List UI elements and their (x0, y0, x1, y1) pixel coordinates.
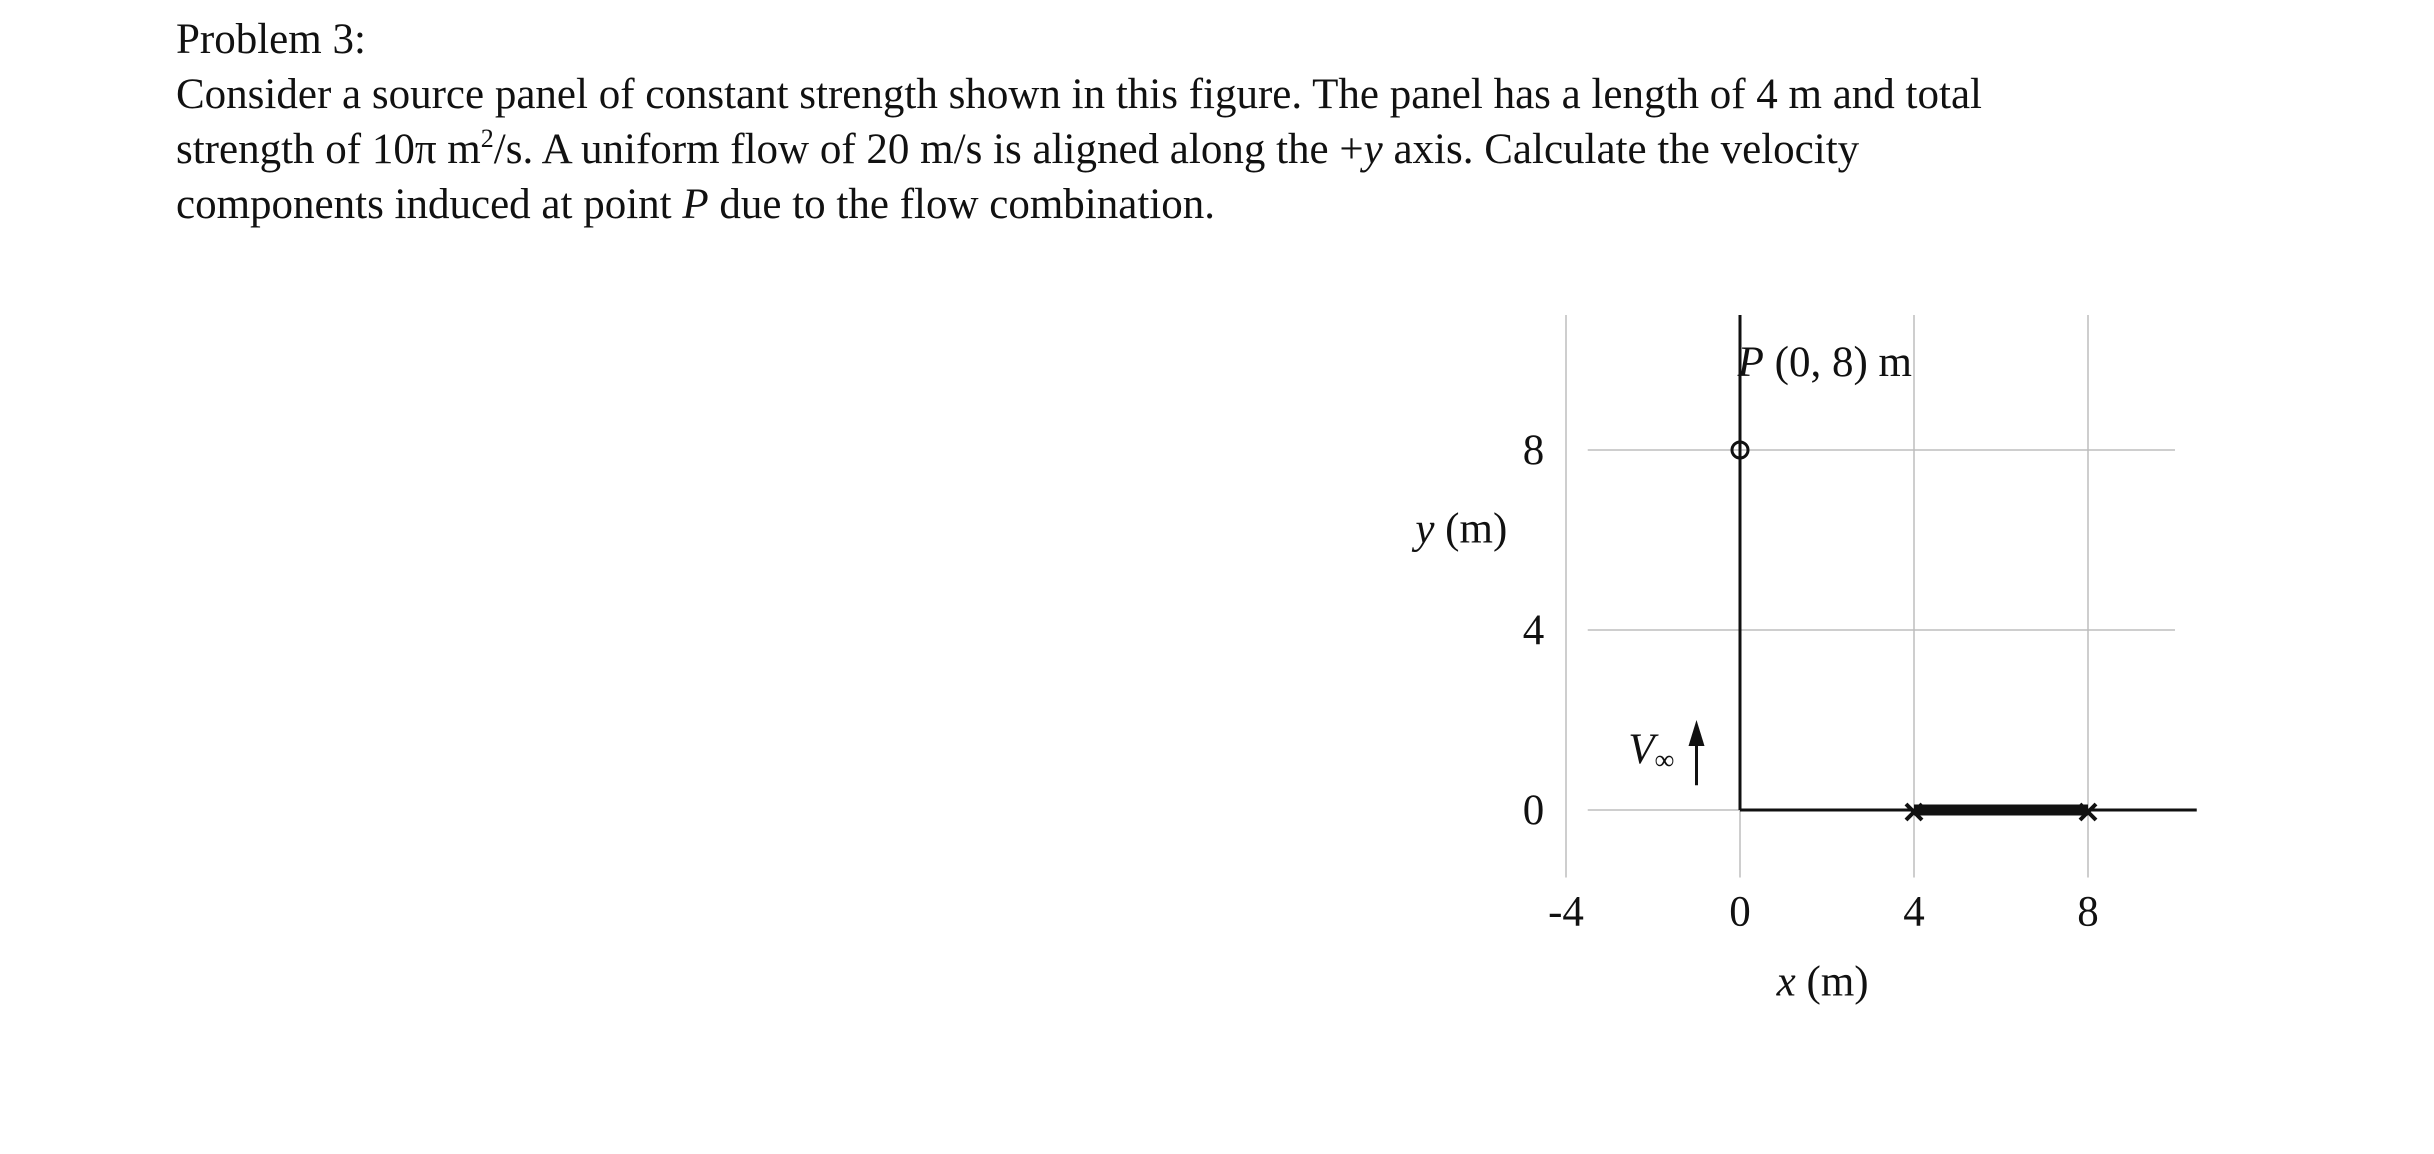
x-axis-label (1776, 959, 1869, 1006)
x-tick-label: 8 (2077, 888, 2099, 936)
italic-y: y (1363, 126, 1383, 173)
point-p-label-rest: (0, 8) m (1763, 338, 1913, 386)
x-tick-label: -4 (1548, 888, 1584, 936)
problem-line-2: strength of 10π $m^2/s$. A uniform flow of 20 m/s is aligned along the +y axis. Calculate the velocity (176, 124, 1860, 173)
tick-labels (1523, 427, 2099, 936)
y-tick-label: 8 (1522, 427, 1545, 474)
x-axis-label-unit: (m) (1795, 958, 1869, 1006)
y-axis-label (1411, 505, 1507, 552)
freestream-label-sub: ∞ (1654, 744, 1675, 776)
y-tick-label: 0 (1522, 787, 1545, 834)
x-tick-label: 0 (1729, 888, 1751, 936)
axes (1740, 315, 2197, 810)
y-tick-label: 4 (1522, 607, 1545, 654)
point-p-label (1737, 339, 1912, 386)
x-axis-label-var: x (1776, 958, 1796, 1006)
freestream-arrow-head (1689, 720, 1705, 746)
y-axis-label-unit: (m) (1434, 505, 1508, 553)
superscript-2: 2 (480, 124, 494, 153)
problem-line-3: components induced at point P due to the flow combination. (176, 181, 1215, 228)
problem-line-1: Consider a source panel of constant strength shown in this figure. The panel has a length of 4 m and total (176, 71, 1982, 118)
x-tick-label: 4 (1903, 888, 1925, 936)
grid (1566, 315, 2175, 878)
y-axis-label-var: y (1415, 505, 1435, 553)
problem-heading: Problem 3: (176, 16, 366, 63)
freestream-label (1628, 726, 1674, 776)
marks (1689, 442, 2097, 820)
point-p-label-var: P (1737, 338, 1764, 386)
freestream-label-var: V (1628, 725, 1655, 773)
italic-p: P (682, 181, 709, 228)
